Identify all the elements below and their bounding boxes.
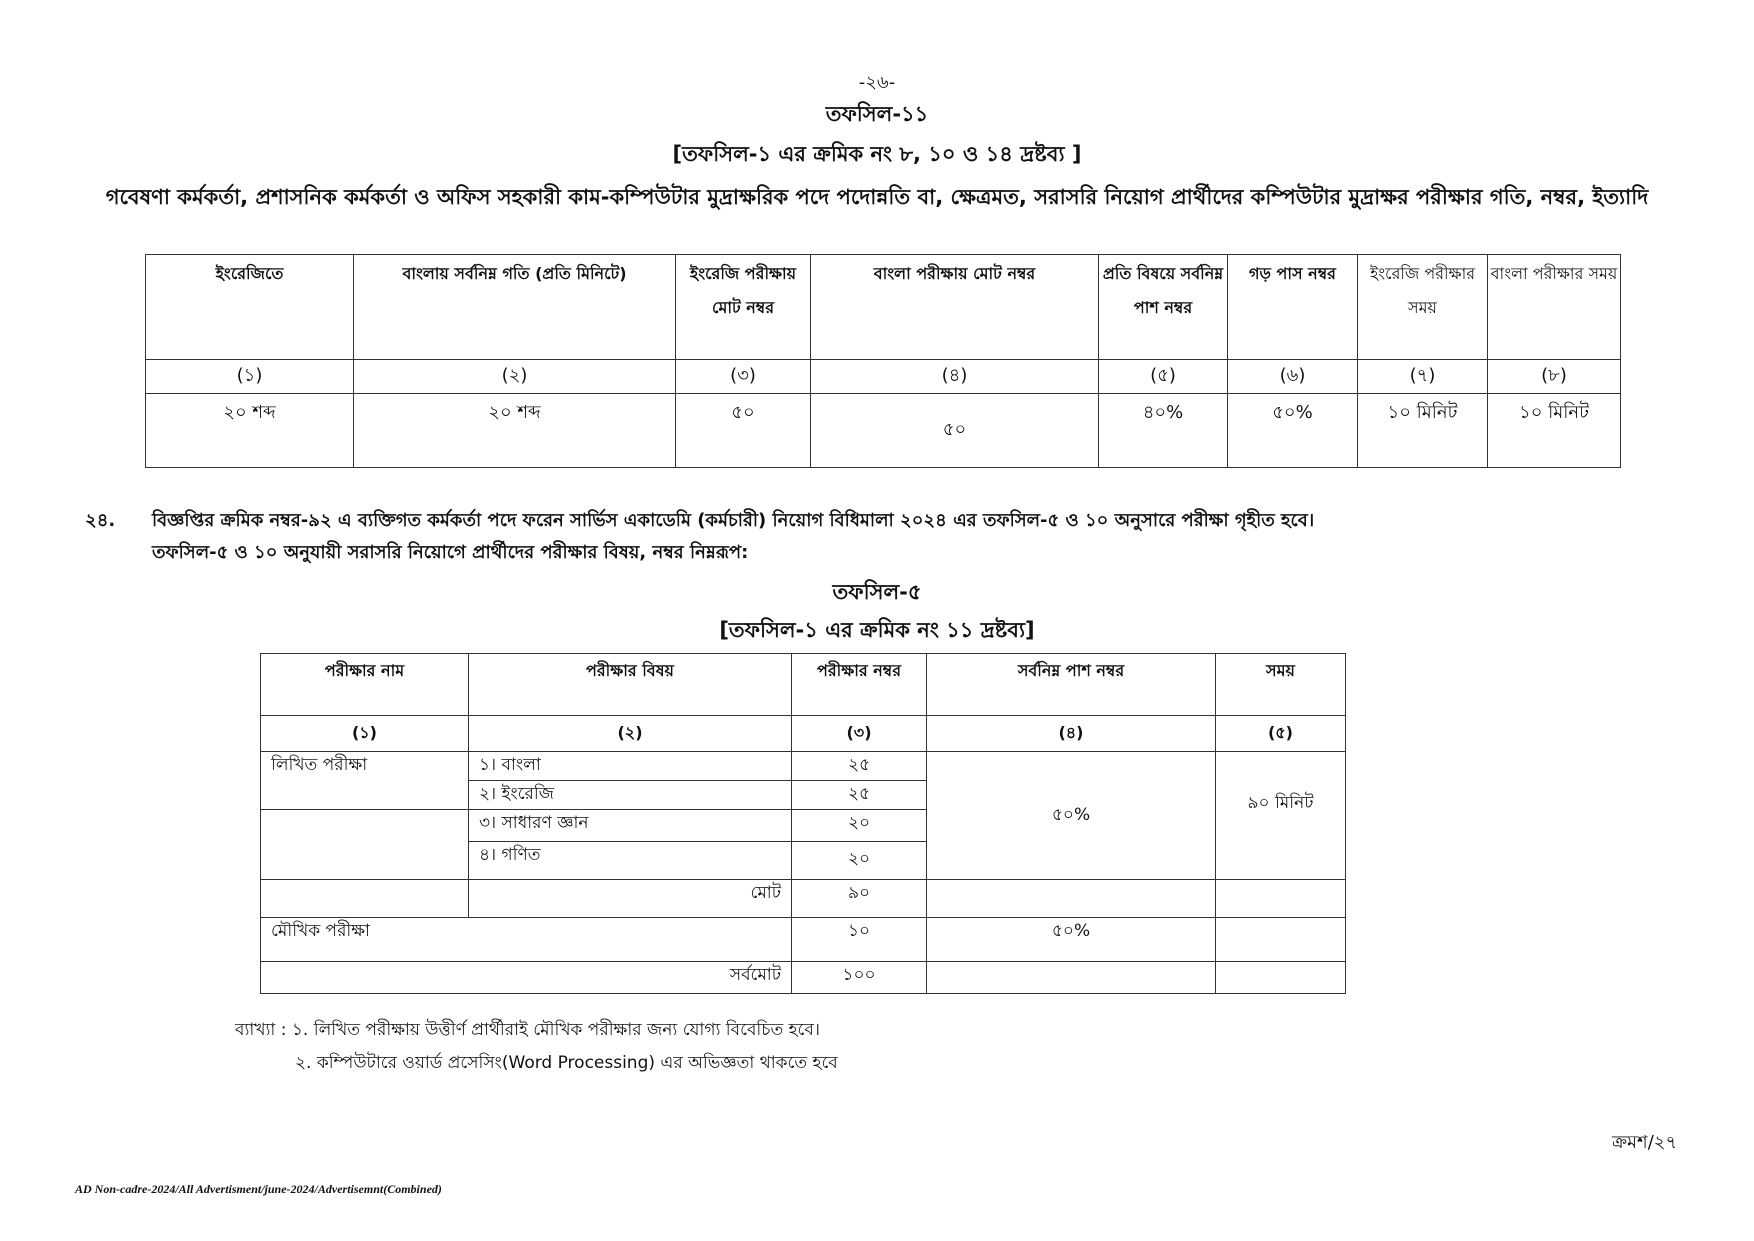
footer-path: AD Non-cadre-2024/All Advertisment/june-2024/Advertisemnt(Combined) xyxy=(75,1182,442,1196)
grand-total-row xyxy=(261,962,1346,994)
viva-marks: ১০ xyxy=(792,918,927,962)
schedule-5-title: তফসিল-৫ xyxy=(832,580,922,604)
subject-name: ১। বাংলা xyxy=(469,752,792,781)
exam-marks-table xyxy=(260,653,1346,994)
table-cell: ৪০% xyxy=(1099,394,1228,468)
subtotal-value: ৯০ xyxy=(792,880,927,918)
table-header-row xyxy=(261,654,1346,716)
subject-name: ৪। গণিত xyxy=(469,842,792,880)
empty-cell xyxy=(1216,880,1346,918)
table-header-row xyxy=(146,255,1621,360)
paragraph-line-2: তফসিল-৫ ও ১০ অনুযায়ী সরাসরি নিয়োগে প্রার্থীদের পরীক্ষার বিষয়, নম্বর নিম্নরূপ: xyxy=(152,542,749,563)
schedule-11-reference: [তফসিল-১ এর ক্রমিক নং ৮, ১০ ও ১৪ দ্রষ্টব্য ] xyxy=(672,142,1082,166)
header-cell: পরীক্ষার নাম xyxy=(261,654,469,716)
header-cell: সর্বনিম্ন পাশ নম্বর xyxy=(927,654,1216,716)
viva-row xyxy=(261,918,1346,962)
schedule-11-title: তফসিল-১১ xyxy=(825,102,929,126)
empty-cell xyxy=(1216,918,1346,962)
empty-cell xyxy=(261,880,469,918)
column-number: (৪) xyxy=(811,360,1099,394)
schedule-11-subject: গবেষণা কর্মকর্তা, প্রশাসনিক কর্মকর্তা ও অফিস সহকারী কাম-কম্পিউটার মুদ্রাক্ষরিক পদে পদোন্নতি বা, ক্ষেত্রমত, সরাসরি নিয়োগ প্রার্থীদের কম্পিউটার মুদ্রাক্ষর পরীক্ষার গতি, নম্বর, ইত্যাদি xyxy=(105,185,1649,209)
table-cell: ২০ শব্দ xyxy=(146,394,354,468)
empty-cell xyxy=(1216,962,1346,994)
column-number: (৮) xyxy=(1488,360,1621,394)
table-cell: ৫০ xyxy=(676,394,811,468)
table-cell: ১০ মিনিট xyxy=(1488,394,1621,468)
column-number: (২) xyxy=(469,716,792,752)
header-cell: পরীক্ষার বিষয় xyxy=(469,654,792,716)
table-cell: ২০ শব্দ xyxy=(354,394,676,468)
header-cell: সময় xyxy=(1216,654,1346,716)
grand-total-label: সর্বমোট xyxy=(261,962,792,994)
schedule-5-reference: [তফসিল-১ এর ক্রমিক নং ১১ দ্রষ্টব্য] xyxy=(719,618,1035,642)
header-cell: বাংলা পরীক্ষার সময় xyxy=(1488,255,1621,360)
header-cell: গড় পাস নম্বর xyxy=(1228,255,1358,360)
header-cell: পরীক্ষার নম্বর xyxy=(792,654,927,716)
column-number: (৭) xyxy=(1358,360,1488,394)
viva-exam-label: মৌখিক পরীক্ষা xyxy=(261,918,792,962)
subject-marks: ২০ xyxy=(792,842,927,880)
column-number: (৬) xyxy=(1228,360,1358,394)
viva-pass-marks: ৫০% xyxy=(927,918,1216,962)
subtotal-row xyxy=(261,880,1346,918)
column-number: (২) xyxy=(354,360,676,394)
header-cell: বাংলা পরীক্ষায় মোট নম্বর xyxy=(811,255,1099,360)
written-pass-marks: ৫০% xyxy=(927,752,1216,880)
table-row xyxy=(146,394,1621,468)
subject-name: ২। ইংরেজি xyxy=(469,781,792,810)
column-number-row xyxy=(146,360,1621,394)
written-exam-label: লিখিত পরীক্ষা xyxy=(261,752,469,810)
empty-cell xyxy=(927,880,1216,918)
written-exam-time: ৯০ মিনিট xyxy=(1216,752,1346,880)
column-number: (৫) xyxy=(1099,360,1228,394)
note-line-1: ব্যাখ্যা : ১. লিখিত পরীক্ষায় উত্তীর্ণ প্রার্থীরাই মৌখিক পরীক্ষার জন্য যোগ্য বিবেচিত হবে। xyxy=(235,1020,820,1040)
column-number: (৪) xyxy=(927,716,1216,752)
column-number-row xyxy=(261,716,1346,752)
header-cell: প্রতি বিষয়ে সর্বনিম্ন পাশ নম্বর xyxy=(1099,255,1228,360)
note-line-2: ২. কম্পিউটারে ওয়ার্ড প্রসেসিং(Word Processing) এর অভিজ্ঞতা থাকতে হবে xyxy=(295,1053,838,1073)
table-cell: ৫০ xyxy=(811,394,1099,468)
paragraph-number: ২৪. xyxy=(85,510,116,531)
continued-marker: ক্রমশ/২৭ xyxy=(1612,1132,1678,1153)
header-cell: ইংরেজিতে xyxy=(146,255,354,360)
typing-test-table xyxy=(145,254,1621,468)
column-number: (৫) xyxy=(1216,716,1346,752)
header-cell: ইংরেজি পরীক্ষার সময় xyxy=(1358,255,1488,360)
column-number: (৩) xyxy=(676,360,811,394)
page-number: -২৬- xyxy=(858,72,896,93)
header-cell: বাংলায় সর্বনিম্ন গতি (প্রতি মিনিটে) xyxy=(354,255,676,360)
empty-cell xyxy=(927,962,1216,994)
column-number: (৩) xyxy=(792,716,927,752)
subject-name: ৩। সাধারণ জ্ঞান xyxy=(469,810,792,842)
table-cell: ১০ মিনিট xyxy=(1358,394,1488,468)
header-cell: ইংরেজি পরীক্ষায় মোট নম্বর xyxy=(676,255,811,360)
table-row xyxy=(261,752,1346,781)
subtotal-label: মোট xyxy=(469,880,792,918)
subject-marks: ২৫ xyxy=(792,781,927,810)
empty-cell xyxy=(261,810,469,880)
column-number: (১) xyxy=(261,716,469,752)
table-cell: ৫০% xyxy=(1228,394,1358,468)
column-number: (১) xyxy=(146,360,354,394)
subject-marks: ২৫ xyxy=(792,752,927,781)
grand-total-value: ১০০ xyxy=(792,962,927,994)
paragraph-line-1: বিজ্ঞপ্তির ক্রমিক নম্বর-৯২ এ ব্যক্তিগত কর্মকর্তা পদে ফরেন সার্ভিস একাডেমি (কর্মচারী) নিয়োগ বিধিমালা ২০২৪ এর তফসিল-৫ ও ১০ অনুসারে পরীক্ষা গৃহীত হবে। xyxy=(152,510,1315,531)
subject-marks: ২০ xyxy=(792,810,927,842)
